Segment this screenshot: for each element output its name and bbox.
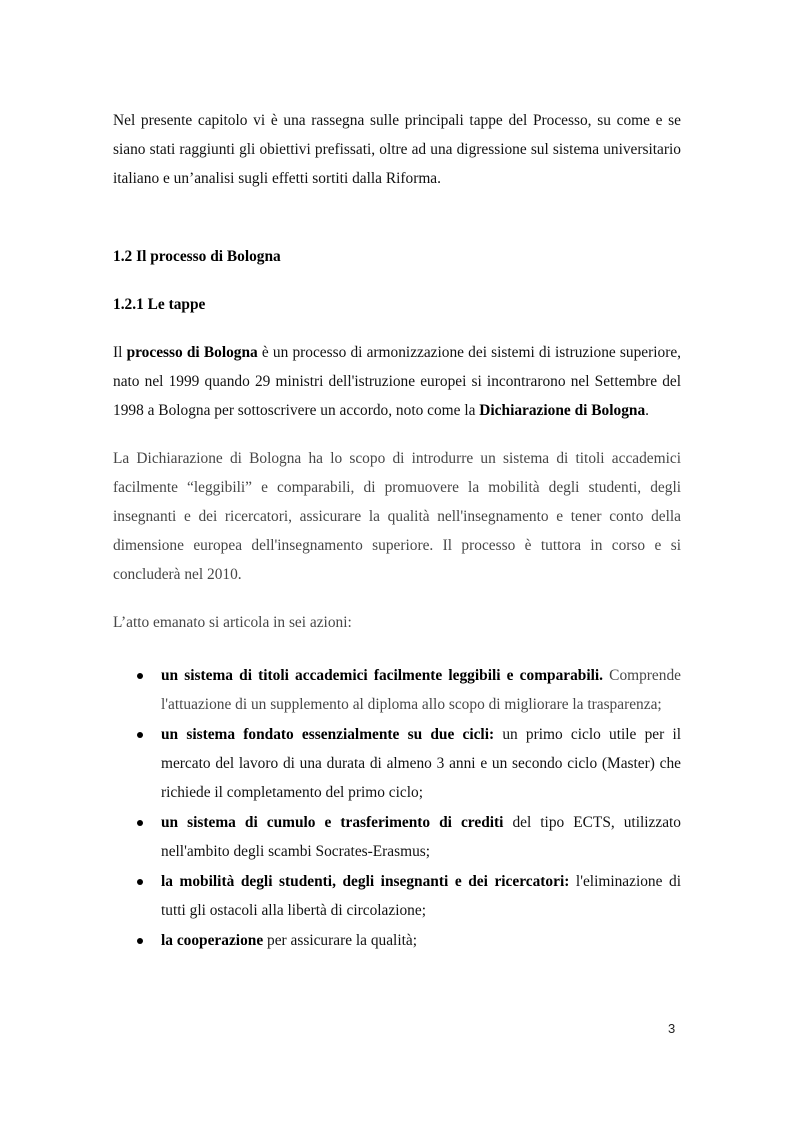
list-item-text: Comprende l'attuazione di un supplemento al diploma allo scopo di migliorare la trasparenza; xyxy=(161,667,681,713)
actions-list xyxy=(113,661,681,955)
paragraph-actions-intro: L’atto emanato si articola in sei azioni: xyxy=(113,614,352,631)
list-item-text: l'eliminazione di tutti gli ostacoli alla libertà di circolazione; xyxy=(161,873,682,919)
intro-paragraph: Nel presente capitolo vi è una rassegna sulle principali tappe del Processo, su come e se siano stati raggiunti gli obiettivi prefissati, oltre ad una digressione sul sistema universitario italiano e un’analisi sugli effetti sortiti dalla Riforma. xyxy=(113,112,681,187)
bullet-icon xyxy=(137,732,143,738)
list-item-bold: un sistema di titoli accademici facilmente leggibili e comparabili. xyxy=(161,667,604,684)
list-item xyxy=(113,808,681,866)
bullet-icon xyxy=(137,879,143,885)
p1-bold-1: processo di Bologna xyxy=(126,344,258,361)
list-item-bold: la cooperazione xyxy=(161,932,264,949)
page-number: 3 xyxy=(668,1021,676,1036)
p1-text-2: è un processo di armonizzazione dei sistemi di istruzione superiore, nato nel 1999 quando 29 ministri dell'istruzione europei si incontrarono nel Settembre del 1998 a Bologna per sottoscrivere un accordo, noto come la xyxy=(113,344,681,419)
section-heading: 1.2 Il processo di Bologna xyxy=(113,248,281,265)
list-item xyxy=(113,661,681,719)
p1-text-1: Il xyxy=(113,344,127,361)
bullet-icon xyxy=(137,673,143,679)
list-item-text: del tipo ECTS, utilizzato nell'ambito degli scambi Socrates-Erasmus; xyxy=(161,814,682,860)
list-item-bold: un sistema fondato essenzialmente su due cicli: xyxy=(161,726,495,743)
bullet-icon xyxy=(137,938,143,944)
list-item-bold: la mobilità degli studenti, degli insegnanti e dei ricercatori: xyxy=(161,873,570,890)
list-item-text: un primo ciclo utile per il mercato del lavoro di una durata di almeno 3 anni e un secondo ciclo (Master) che richiede il completamento del primo ciclo; xyxy=(161,726,681,801)
list-item-bold: un sistema di cumulo e trasferimento di crediti xyxy=(161,814,504,831)
list-item xyxy=(113,926,681,955)
bullet-icon xyxy=(137,820,143,826)
paragraph-declaration: La Dichiarazione di Bologna ha lo scopo di introdurre un sistema di titoli accademici facilmente “leggibili” e comparabili, di promuovere la mobilità degli studenti, degli insegnanti e dei ricercatori, assicurare la qualità nell'insegnamento e tener conto della dimensione europea dell'insegnamento superiore. Il processo è tuttora in corso e si concluderà nel 2010. xyxy=(113,450,681,583)
paragraph-bologna-process xyxy=(113,338,681,425)
subsection-heading: 1.2.1 Le tappe xyxy=(113,296,206,313)
list-item xyxy=(113,867,681,925)
list-item-text: per assicurare la qualità; xyxy=(263,932,417,949)
list-item xyxy=(113,720,681,807)
p1-text-3: . xyxy=(645,402,650,419)
document-page xyxy=(113,106,681,956)
p1-bold-2: Dichiarazione di Bologna xyxy=(479,402,646,419)
